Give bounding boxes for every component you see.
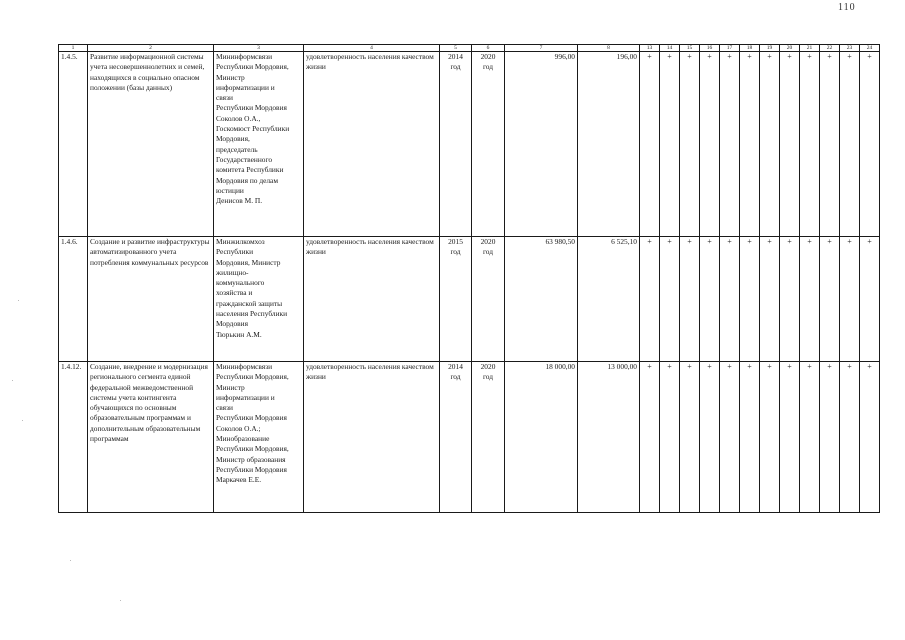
column-number: 24 bbox=[860, 45, 880, 52]
funding-budget: 196,00 bbox=[578, 52, 640, 237]
activity-name: Создание и развитие инфраструктуры автоматизированного учета потребления коммунальных ресурсов bbox=[88, 237, 214, 362]
column-number: 16 bbox=[700, 45, 720, 52]
activity-name: Развитие информационной системы учета несовершеннолетних и семей, находящихся в социально опасном положении (базы данных) bbox=[88, 52, 214, 237]
column-number: 4 bbox=[304, 45, 440, 52]
mark-cell: + bbox=[700, 52, 720, 237]
mark-cell: + bbox=[740, 362, 760, 513]
mark-cell: + bbox=[820, 52, 840, 237]
scan-speck bbox=[120, 600, 121, 601]
start-year: 2014 год bbox=[440, 52, 472, 237]
mark-cell: + bbox=[740, 237, 760, 362]
column-number: 15 bbox=[680, 45, 700, 52]
responsible-executor: Мининформсвязи Республики Мордовия, Министр информатизации и связи Республики Мордовия Соколов О.А.; Минобразование Республики Мордовия, Министр образования Республики Мордовия Маркачев Е.Е. bbox=[214, 362, 304, 513]
mark-cell: + bbox=[800, 237, 820, 362]
funding-total: 63 980,50 bbox=[505, 237, 578, 362]
mark-cell: + bbox=[800, 52, 820, 237]
mark-cell: + bbox=[820, 237, 840, 362]
column-number: 19 bbox=[760, 45, 780, 52]
column-number: 1 bbox=[59, 45, 88, 52]
table-row bbox=[59, 52, 880, 237]
mark-cell: + bbox=[660, 362, 680, 513]
column-number: 2 bbox=[88, 45, 214, 52]
row-code: 1.4.5. bbox=[59, 52, 88, 237]
table-row bbox=[59, 362, 880, 513]
mark-cell: + bbox=[720, 362, 740, 513]
mark-cell: + bbox=[760, 237, 780, 362]
mark-cell: + bbox=[800, 362, 820, 513]
mark-cell: + bbox=[860, 52, 880, 237]
column-number: 3 bbox=[214, 45, 304, 52]
mark-cell: + bbox=[760, 52, 780, 237]
scan-speck bbox=[18, 300, 19, 301]
mark-cell: + bbox=[780, 52, 800, 237]
mark-cell: + bbox=[660, 237, 680, 362]
end-year: 2020 год bbox=[472, 237, 505, 362]
mark-cell: + bbox=[740, 52, 760, 237]
column-number-row bbox=[59, 45, 880, 52]
program-table bbox=[58, 44, 880, 513]
mark-cell: + bbox=[640, 52, 660, 237]
column-number: 17 bbox=[720, 45, 740, 52]
start-year: 2015 год bbox=[440, 237, 472, 362]
funding-budget: 13 000,00 bbox=[578, 362, 640, 513]
column-number: 21 bbox=[800, 45, 820, 52]
mark-cell: + bbox=[860, 362, 880, 513]
mark-cell: + bbox=[660, 52, 680, 237]
mark-cell: + bbox=[840, 52, 860, 237]
funding-total: 18 000,00 bbox=[505, 362, 578, 513]
mark-cell: + bbox=[700, 237, 720, 362]
target-indicator: удовлетворенность населения качеством жизни bbox=[304, 237, 440, 362]
column-number: 6 bbox=[472, 45, 505, 52]
column-number: 14 bbox=[660, 45, 680, 52]
mark-cell: + bbox=[680, 362, 700, 513]
responsible-executor: Минжилкомхоз Республики Мордовия, Министр жилищно- коммунального хозяйства и гражданской защиты населения Республики Мордовия Тюрькин А.М. bbox=[214, 237, 304, 362]
mark-cell: + bbox=[700, 362, 720, 513]
mark-cell: + bbox=[640, 237, 660, 362]
start-year: 2014 год bbox=[440, 362, 472, 513]
end-year: 2020 год bbox=[472, 362, 505, 513]
target-indicator: удовлетворенность населения качеством жизни bbox=[304, 362, 440, 513]
mark-cell: + bbox=[780, 362, 800, 513]
row-code: 1.4.12. bbox=[59, 362, 88, 513]
mark-cell: + bbox=[720, 52, 740, 237]
column-number: 23 bbox=[840, 45, 860, 52]
mark-cell: + bbox=[820, 362, 840, 513]
column-number: 7 bbox=[505, 45, 578, 52]
scan-speck bbox=[12, 380, 13, 381]
funding-budget: 6 525,10 bbox=[578, 237, 640, 362]
mark-cell: + bbox=[640, 362, 660, 513]
mark-cell: + bbox=[840, 362, 860, 513]
mark-cell: + bbox=[840, 237, 860, 362]
column-number: 20 bbox=[780, 45, 800, 52]
mark-cell: + bbox=[680, 52, 700, 237]
mark-cell: + bbox=[780, 237, 800, 362]
mark-cell: + bbox=[760, 362, 780, 513]
column-number: 13 bbox=[640, 45, 660, 52]
responsible-executor: Мининформсвязи Республики Мордовия, Министр информатизации и связи Республики Мордовия Соколов О.А., Госкомюст Республики Мордовия, председатель Государственного комитета Республики Мордовия по делам юстиции Денисов М. П. bbox=[214, 52, 304, 237]
mark-cell: + bbox=[720, 237, 740, 362]
table-row bbox=[59, 237, 880, 362]
mark-cell: + bbox=[860, 237, 880, 362]
target-indicator: удовлетворенность населения качеством жизни bbox=[304, 52, 440, 237]
column-number: 22 bbox=[820, 45, 840, 52]
scan-speck bbox=[70, 560, 71, 561]
activity-name: Создание, внедрение и модернизация регионального сегмента единой федеральной межведомственной системы учета контингента обучающихся по основным образовательным программам и дополнительным образовательным программам bbox=[88, 362, 214, 513]
column-number: 8 bbox=[578, 45, 640, 52]
funding-total: 996,00 bbox=[505, 52, 578, 237]
column-number: 18 bbox=[740, 45, 760, 52]
mark-cell: + bbox=[680, 237, 700, 362]
row-code: 1.4.6. bbox=[59, 237, 88, 362]
end-year: 2020 год bbox=[472, 52, 505, 237]
page-number: 110 bbox=[838, 2, 856, 13]
scan-speck bbox=[22, 420, 23, 421]
column-number: 5 bbox=[440, 45, 472, 52]
